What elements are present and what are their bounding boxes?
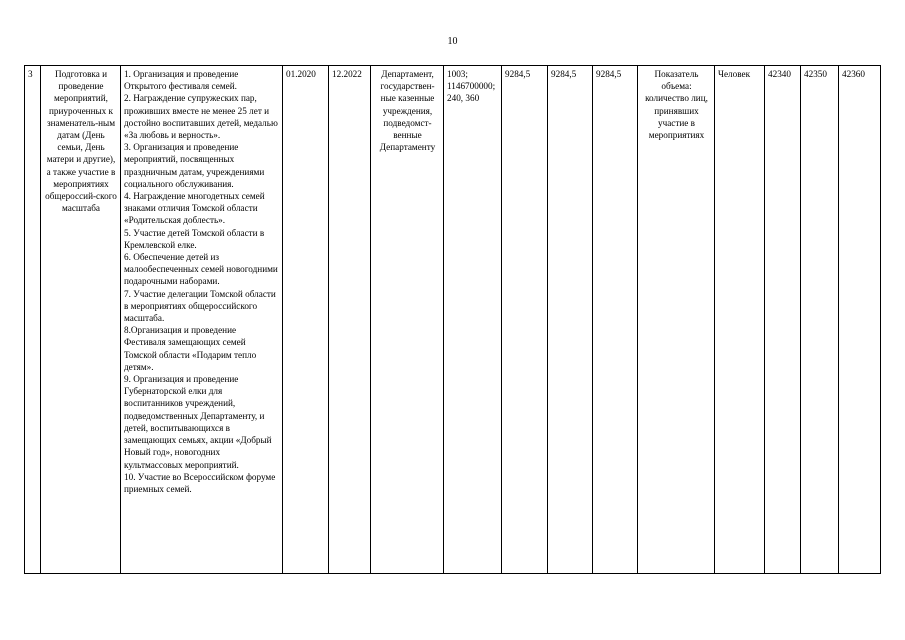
activity-item: 6. Обеспечение детей из малообеспеченных семей новогодними подарочными наборами. — [124, 252, 278, 287]
table-row — [25, 66, 881, 574]
activities-cell — [121, 66, 283, 574]
value-cell-1: 42340 — [765, 66, 801, 574]
page-number: 10 — [447, 36, 458, 47]
program-table — [24, 65, 881, 574]
executor-cell: Департамент, государствен-ные казенные учреждения, подведомст-венные Департаменту — [371, 66, 444, 574]
indicator-cell: Показатель объема: количество лиц, принявших участие в мероприятиях — [638, 66, 715, 574]
budget-code-cell: 1003; 1146700000; 240, 360 — [444, 66, 502, 574]
value-cell-2: 42350 — [801, 66, 839, 574]
activity-item: 1. Организация и проведение Открытого фестиваля семей. — [124, 69, 239, 92]
amount-cell-3: 9284,5 — [593, 66, 638, 574]
unit-cell: Человек — [715, 66, 765, 574]
activity-item: 3. Организация и проведение мероприятий, посвященных праздничным датам, учреждениями социального обслуживания. — [124, 142, 265, 189]
activity-item: 4. Награждение многодетных семей знаками отличия Томской области «Родительская доблесть». — [124, 191, 265, 226]
activity-item: 10. Участие во Всероссийском форуме приемных семей. — [124, 471, 276, 494]
amount-cell-1: 9284,5 — [502, 66, 548, 574]
value-cell-3: 42360 — [839, 66, 881, 574]
task-cell: Подготовка и проведение мероприятий, приуроченных к знаменатель-ным датам (День семьи, День матери и другие), а также участие в мероприятиях общероссий-ского масштаба — [41, 66, 121, 574]
row-number-cell: 3 — [25, 66, 41, 574]
activity-item: 2. Награждение супружеских пар, проживших вместе не менее 25 лет и достойно воспитавших детей, медалью «За любовь и верность». — [124, 93, 278, 141]
amount-cell-2: 9284,5 — [548, 66, 593, 574]
activity-item: 5. Участие детей Томской области в Кремлевской елке. — [124, 227, 265, 250]
activity-item: 8.Организация и проведение Фестиваля замещающих семей Томской области «Подарим тепло детям». — [124, 325, 257, 372]
activity-item: 7. Участие делегации Томской области в мероприятиях общероссийского масштаба. — [124, 288, 276, 324]
activity-item: 9. Организация и проведение Губернаторской елки для воспитанников учреждений, подведомственных Департаменту, и детей, воспитывающихся в замещающих семьях, акции «Добрый Новый год», новогодних культмассовых мероприятий. — [124, 374, 272, 470]
end-date-cell: 12.2022 — [329, 66, 371, 574]
start-date-cell: 01.2020 — [283, 66, 329, 574]
